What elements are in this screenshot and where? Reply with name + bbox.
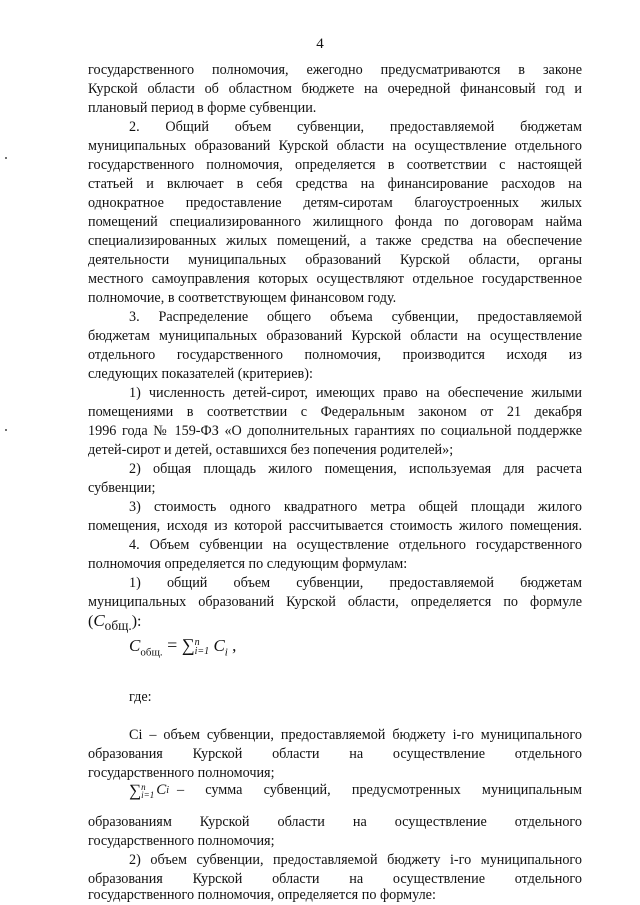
formula-subscript: i [224, 646, 228, 659]
formula-subscript: i [166, 785, 169, 796]
text-line: образованиям Курской области на осуществление отдельного [88, 814, 582, 830]
formula-subscript: общ. [104, 618, 132, 634]
sum-upper-limit: n [141, 781, 146, 792]
text-line: государственного полномочия; [88, 765, 275, 781]
text-line: – сумма субвенций, предусмотренных муниципальным [177, 782, 582, 798]
sum-symbol: = ∑ [162, 635, 195, 655]
sum-formula [129, 636, 582, 662]
text-line: полномочие, в соответствующем финансовом году. [88, 290, 397, 306]
formula-subscript: общ. [140, 646, 163, 659]
text-line: местного самоуправления которых осуществляют отдельное государственное [88, 271, 582, 287]
text-line: статьей и включает в себя средства на финансирование расходов на [88, 176, 582, 192]
text-line: муниципальных образований Курской области на осуществление отдельного [88, 138, 582, 154]
formula-symbol: С [93, 611, 105, 630]
text-line: однократное предоставление детям-сиротам благоустроенных жилых [88, 195, 582, 211]
text-line: отдельного государственного полномочия, производится исходя из [88, 347, 582, 363]
text-line: бюджетам муниципальных образований Курской области на осуществление [88, 328, 582, 344]
text-line: 2) объем субвенции, предоставляемой бюджету i-го муниципального [129, 852, 582, 868]
text-line: образования Курской области на осуществление отдельного [88, 871, 582, 887]
formula-symbol: С [129, 636, 141, 655]
text-line: полномочия определяется по следующим формулам: [88, 556, 408, 572]
text-line: 2) общая площадь жилого помещения, используемая для расчета [129, 461, 582, 477]
text-line: государственного полномочия, определяется в соответствии с настоящей [88, 157, 582, 173]
text-line: государственного полномочия, определяется по формуле: [88, 887, 436, 903]
sum-upper-limit: n [194, 637, 200, 649]
formula-punctuation: ): [131, 613, 142, 630]
where-label: где: [129, 689, 152, 705]
text-line: помещения, исходя из которой рассчитывается стоимость жилого помещения. [88, 518, 582, 534]
text-line: Курской области об областном бюджете на очередной финансовый год и [88, 81, 582, 97]
text-line: Ci – объем субвенции, предоставляемой бюджету i-го муниципального [129, 727, 582, 743]
text-line: помещений специализированного жилищного фонда по договорам найма [88, 214, 582, 230]
text-line: 1) численность детей-сирот, имеющих право на обеспечение жилыми [129, 385, 582, 401]
text-line: деятельности муниципальных образований Курской области, органы [88, 252, 582, 268]
text-line: образования Курской области на осуществление отдельного [88, 746, 582, 762]
sum-lower-limit: i=1 [194, 646, 210, 658]
text-line: 2. Общий объем субвенции, предоставляемой бюджетам [129, 119, 582, 135]
text-line: 1) общий объем субвенции, предоставляемой бюджетам [129, 575, 582, 591]
formula-punctuation: , [227, 636, 237, 655]
scan-mark [5, 157, 7, 159]
text-line: плановый период в форме субвенции. [88, 100, 317, 116]
formula-term: C [209, 636, 225, 655]
sum-definition-line [129, 781, 582, 800]
text-line: государственного полномочия; [88, 833, 275, 849]
text-line: следующих показателей (критериев): [88, 366, 313, 382]
text-line: субвенции; [88, 480, 156, 496]
text-line: государственного полномочия, ежегодно предусматриваются в законе [88, 62, 582, 78]
sum-limits [195, 638, 210, 656]
text-line: 3. Распределение общего объема субвенции, предоставляемой [129, 309, 582, 325]
formula-term: C [156, 782, 167, 798]
scan-mark [5, 429, 7, 431]
text-line: муниципальных образований Курской области, определяется по формуле [88, 594, 582, 610]
text-line: помещениями в соответствии с Федеральным законом от 21 декабря [88, 404, 582, 420]
text-line: детей-сирот и детей, оставшихся без попечения родителей»; [88, 442, 454, 458]
sum-limits [141, 783, 154, 799]
text-line: 4. Объем субвенции на осуществление отдельного государственного [129, 537, 582, 553]
sum-symbol: ∑ [129, 781, 142, 800]
formula-label: $(С_{общ.})$: [88, 611, 142, 634]
text-line: 1996 года № 159-ФЗ «О дополнительных гарантиях по социальной поддержке [88, 423, 582, 439]
text-line: 3) стоимость одного квадратного метра общей площади жилого [129, 499, 582, 515]
text-line: специализированных жилых помещений, а также средства на обеспечение [88, 233, 582, 249]
page-number: 4 [316, 36, 324, 52]
sum-lower-limit: i=1 [141, 789, 155, 800]
